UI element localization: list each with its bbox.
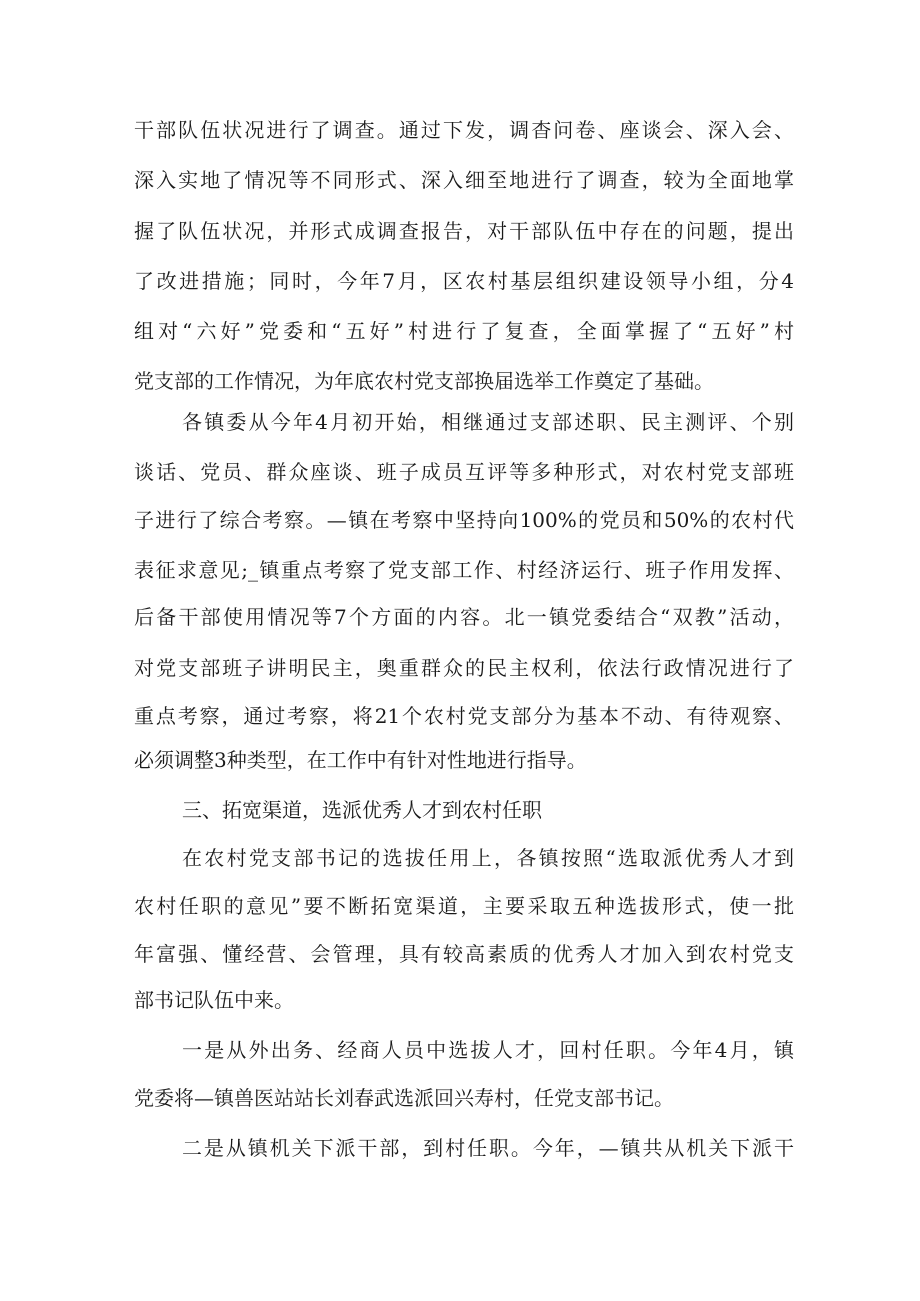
body-text-line: 谈话、党员、群众座谈、班子成员互评等多种形式，对农村党支部班 — [134, 460, 794, 484]
body-text-line: 表征求意见;_镇重点考察了党支部工作、村经济运行、班子作用发挥、 — [134, 558, 794, 582]
body-text-line: 干部队伍状况进行了调查。通过下发，调杳问卷、座谈会、深入会、 — [134, 118, 794, 142]
body-text-line: 重点考察，通过考察，将21个农村党支部分为基本不动、有待观察、 — [134, 704, 794, 728]
body-text-line: 后备干部使用情况等7个方面的内容。北一镇党委结合“双教”活动， — [134, 605, 794, 629]
body-text-line: 组对“六好”党委和“五好”村进行了复查，全面掌握了“五好”村 — [134, 319, 794, 343]
body-text-line: 深入实地了情况等不同形式、深入细至地进行了调查，较为全面地掌 — [134, 168, 794, 192]
body-text-line: 部书记队伍中来。 — [134, 988, 294, 1012]
body-text-line: 年富强、懂经营、会管理，具有较高素质的优秀人才加入到农村党支 — [134, 942, 794, 966]
body-text-line: 二是从镇机关下派干部，到村任职。今年，—镇共从机关下派干 — [182, 1136, 794, 1160]
body-text-line: 对党支部班子讲明民主，奥重群众的民主权利，依法行政情况进行了 — [134, 656, 794, 680]
body-text-line: 在农村党支部书记的选拔任用上，各镇按照“选取派优秀人才到 — [182, 846, 794, 870]
body-text-line: 必须调整3种类型，在工作中有针对性地进行指导。 — [134, 748, 587, 772]
body-text-line: 子进行了综合考察。—镇在考察中坚持向100%的党员和50%的农村代 — [134, 508, 794, 532]
section-heading: 三、拓宽渠道，选派优秀人才到农村任职 — [182, 798, 542, 822]
body-text-line: 一是从外出务、经商人员中选拔人才，回村任职。今年4月，镇 — [182, 1038, 794, 1062]
body-text-line: 握了队伍状况，并形式成调查报告，对干部队伍中存在的问题，提出 — [134, 219, 794, 243]
body-text-line: 了改进措施；同时，今年7月，区农村基层组织建设领导小组，分4 — [134, 269, 794, 293]
body-text-line: 党委将—镇兽医站站长刘春武选派回兴寿村，任党支部书记。 — [134, 1086, 674, 1110]
body-text-line: 党支部的工作情况，为年底农村党支部换届选举工作奠定了基础。 — [134, 369, 714, 393]
body-text-line: 农村任职的意见”要不断拓宽渠道，主要采取五种选拔形式，使一批 — [134, 894, 794, 918]
body-text-line: 各镇委从今年4月初开始，相继通过支部述职、民主测评、个别 — [182, 410, 794, 434]
